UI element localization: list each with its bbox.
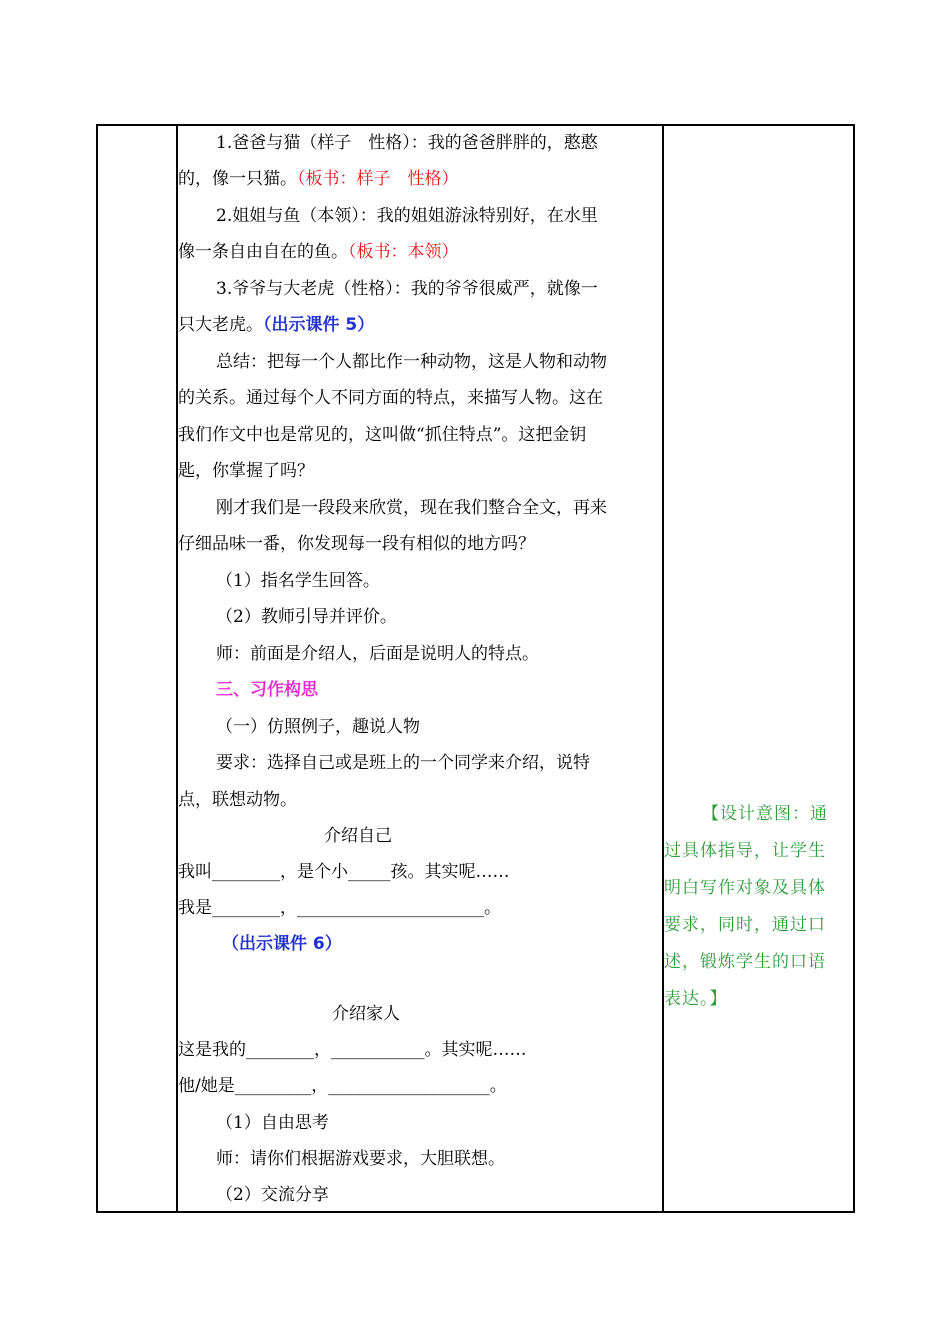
column-divider-right bbox=[662, 126, 664, 1211]
board-note: （板书：本领） bbox=[348, 242, 459, 262]
courseware-note: （出示课件 5） bbox=[263, 315, 375, 335]
text-line: （1）指名学生回答。 bbox=[216, 571, 380, 591]
design-note-line: 过具体指导，让学生 bbox=[664, 841, 826, 861]
text-line: 匙，你掌握了吗？ bbox=[178, 461, 314, 481]
text-line: 像一条自由自在的鱼。（板书：本领） bbox=[178, 242, 459, 262]
text-line: （2）交流分享 bbox=[216, 1185, 329, 1205]
template-title: 介绍自己 bbox=[324, 826, 392, 846]
text-line: 师：前面是介绍人，后面是说明人的特点。 bbox=[216, 644, 539, 664]
template-title: 介绍家人 bbox=[332, 1004, 400, 1024]
design-note-line: 述，锻炼学生的口语 bbox=[664, 952, 826, 972]
board-note: （板书：样子 性格） bbox=[297, 169, 459, 189]
template-line: 我是________，______________________。 bbox=[178, 898, 501, 918]
text-line: 我们作文中也是常见的，这叫做“抓住特点”。这把金钥 bbox=[178, 425, 587, 445]
template-line: 这是我的________，___________。其实呢…… bbox=[178, 1040, 527, 1060]
text-line: （2）教师引导并评价。 bbox=[216, 607, 397, 627]
design-note-line: 【设计意图：通 bbox=[702, 804, 828, 824]
text-line: 仔细品味一番，你发现每一段有相似的地方吗？ bbox=[178, 534, 535, 554]
text-line: 3.爷爷与大老虎（性格）：我的爷爷很威严，就像一 bbox=[216, 279, 598, 299]
text-line: 点，联想动物。 bbox=[178, 790, 297, 810]
text-line: 1.爸爸与猫（样子 性格）：我的爸爸胖胖的，憨憨 bbox=[216, 133, 598, 153]
courseware-note: （出示课件 6） bbox=[222, 934, 342, 954]
text-line: 总结：把每一个人都比作一种动物，这是人物和动物 bbox=[216, 352, 607, 372]
text-line: 的，像一只猫。（板书：样子 性格） bbox=[178, 169, 459, 189]
text-line: 刚才我们是一段段来欣赏，现在我们整合全文，再来 bbox=[216, 498, 607, 518]
lesson-table bbox=[96, 124, 855, 1213]
text-line: （1）自由思考 bbox=[216, 1113, 329, 1133]
text-line: （一）仿照例子，趣说人物 bbox=[216, 717, 420, 737]
design-note-line: 明白写作对象及具体 bbox=[664, 878, 826, 898]
design-note-line: 要求，同时，通过口 bbox=[664, 915, 826, 935]
text-line: 要求：选择自己或是班上的一个同学来介绍，说特 bbox=[216, 753, 590, 773]
template-line: 我叫________，是个小_____孩。其实呢…… bbox=[178, 862, 510, 882]
text-line: 师：请你们根据游戏要求，大胆联想。 bbox=[216, 1149, 505, 1169]
design-note-line: 表达。】 bbox=[664, 989, 728, 1009]
text-line: 的关系。通过每个人不同方面的特点，来描写人物。这在 bbox=[178, 388, 603, 408]
text-line: 2.姐姐与鱼（本领）：我的姐姐游泳特别好，在水里 bbox=[216, 206, 598, 226]
section-heading: 三、习作构思 bbox=[216, 680, 318, 700]
template-line: 他/她是_________，___________________。 bbox=[178, 1076, 507, 1096]
text-line: 只大老虎。（出示课件 5） bbox=[178, 315, 375, 335]
